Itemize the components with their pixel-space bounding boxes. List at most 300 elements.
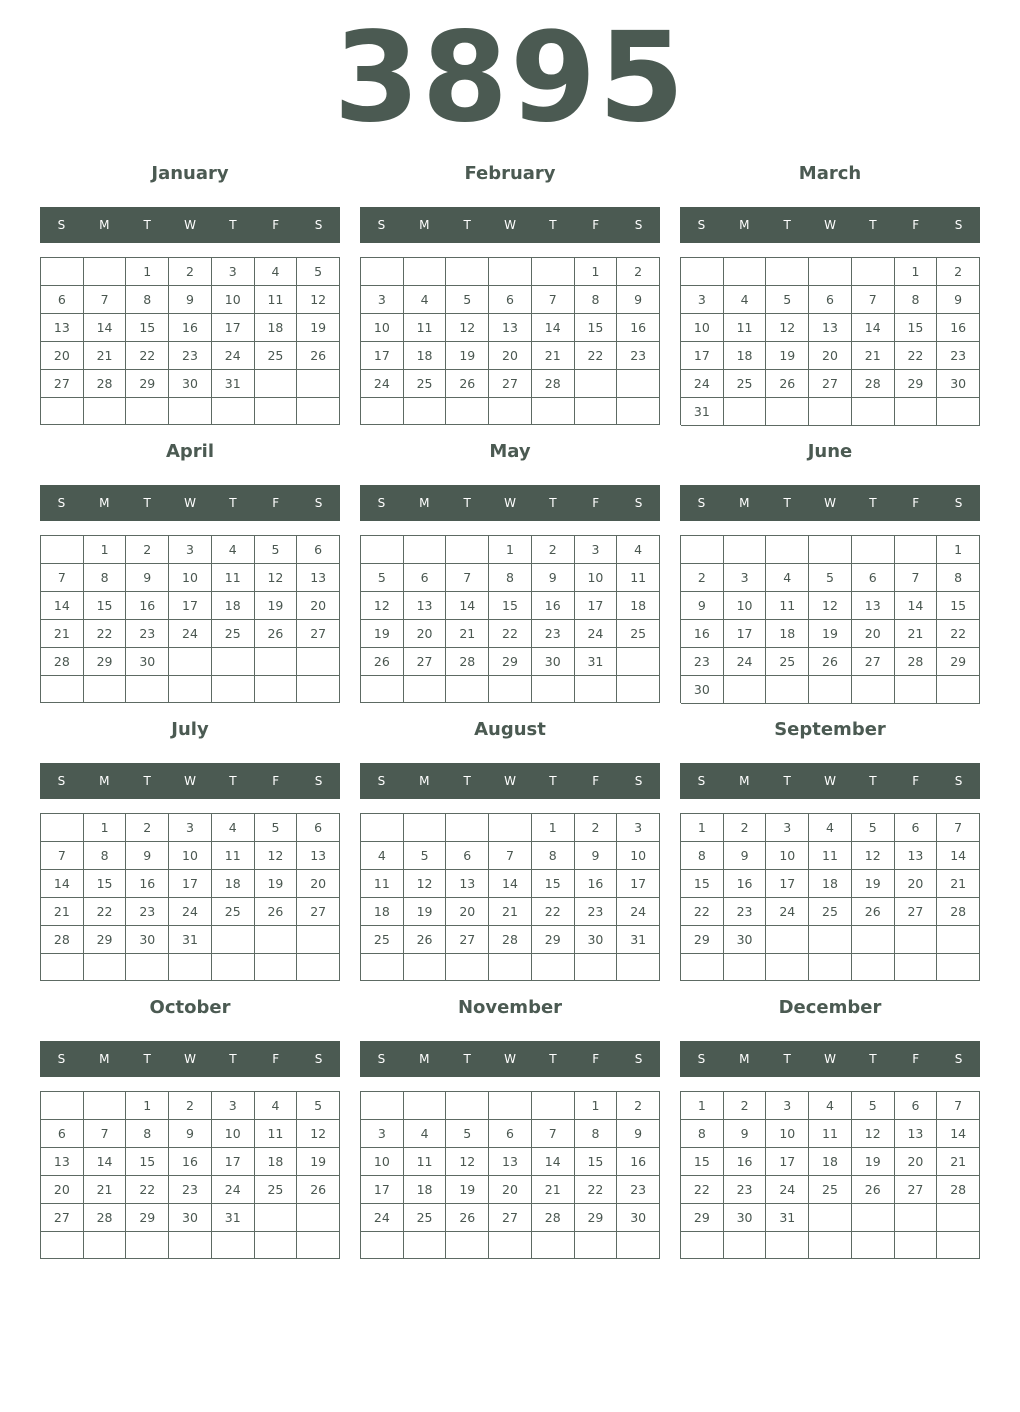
- weekday-label: F: [912, 1052, 920, 1066]
- month-title: April: [165, 441, 215, 462]
- day-cell: 28: [852, 370, 895, 398]
- day-cell: 24: [361, 1204, 404, 1232]
- day-cell: 14: [895, 592, 938, 620]
- day-cell: 12: [446, 314, 489, 342]
- day-cell: 6: [895, 814, 938, 842]
- day-cell: 24: [212, 342, 255, 370]
- day-cell: 19: [852, 870, 895, 898]
- day-cell: 29: [84, 926, 127, 954]
- day-cell: 28: [895, 648, 938, 676]
- day-cell: 16: [169, 1148, 212, 1176]
- weekday-label: T: [229, 1052, 237, 1066]
- day-cell: 5: [852, 814, 895, 842]
- day-cell: 6: [489, 1120, 532, 1148]
- day-cell: 17: [681, 342, 724, 370]
- day-cell: 2: [724, 1092, 767, 1120]
- weekday-label: W: [504, 1052, 516, 1066]
- day-cell: 16: [532, 592, 575, 620]
- day-cell: 27: [809, 370, 852, 398]
- day-cell: 25: [212, 898, 255, 926]
- weekday-label: T: [229, 496, 237, 510]
- day-cell: 22: [681, 1176, 724, 1204]
- day-cell: [41, 676, 84, 703]
- day-cell: [41, 1232, 84, 1259]
- day-cell: 14: [852, 314, 895, 342]
- weekday-label: T: [549, 1052, 557, 1066]
- day-cell: 3: [169, 814, 212, 842]
- month-november: [360, 994, 660, 1262]
- month-title: June: [807, 441, 853, 462]
- day-cell: 22: [575, 1176, 618, 1204]
- day-cell: 19: [404, 898, 447, 926]
- day-cell: 21: [41, 898, 84, 926]
- day-cell: [489, 1232, 532, 1259]
- day-cell: 9: [681, 592, 724, 620]
- day-grid: [360, 535, 660, 703]
- month-october: [40, 994, 340, 1262]
- day-cell: 18: [404, 342, 447, 370]
- day-cell: [169, 954, 212, 981]
- weekday-label: M: [739, 496, 750, 510]
- month-title: February: [464, 163, 556, 184]
- day-cell: 13: [809, 314, 852, 342]
- weekday-label: T: [869, 774, 877, 788]
- day-cell: 6: [809, 286, 852, 314]
- day-cell: 23: [575, 898, 618, 926]
- day-cell: 3: [617, 814, 660, 842]
- day-grid: [360, 813, 660, 981]
- month-july: [40, 716, 340, 984]
- day-cell: 4: [766, 564, 809, 592]
- day-cell: 25: [766, 648, 809, 676]
- weekday-label: W: [184, 218, 196, 232]
- day-cell: 10: [681, 314, 724, 342]
- day-grid: [40, 813, 340, 981]
- day-cell: 18: [212, 870, 255, 898]
- day-cell: [575, 1232, 618, 1259]
- day-cell: 23: [681, 648, 724, 676]
- day-cell: 12: [361, 592, 404, 620]
- weekday-label: M: [419, 1052, 430, 1066]
- day-cell: 4: [255, 1092, 298, 1120]
- weekday-label: M: [99, 496, 110, 510]
- day-cell: 15: [532, 870, 575, 898]
- day-cell: 2: [617, 1092, 660, 1120]
- weekday-label: M: [419, 218, 430, 232]
- day-cell: 2: [126, 536, 169, 564]
- day-cell: [575, 370, 618, 398]
- day-cell: [41, 258, 84, 286]
- day-cell: [617, 648, 660, 676]
- day-cell: 22: [575, 342, 618, 370]
- day-cell: 28: [532, 1204, 575, 1232]
- day-cell: [297, 370, 340, 398]
- day-cell: 30: [724, 926, 767, 954]
- day-cell: [297, 1204, 340, 1232]
- day-cell: [404, 954, 447, 981]
- day-cell: 24: [169, 620, 212, 648]
- day-cell: 1: [895, 258, 938, 286]
- day-cell: [489, 398, 532, 425]
- day-cell: 14: [937, 1120, 980, 1148]
- month-title: May: [489, 441, 531, 462]
- day-cell: 1: [489, 536, 532, 564]
- day-cell: [575, 398, 618, 425]
- day-cell: 29: [681, 1204, 724, 1232]
- day-cell: 13: [41, 1148, 84, 1176]
- day-cell: 23: [169, 342, 212, 370]
- day-cell: 23: [724, 898, 767, 926]
- day-cell: 25: [617, 620, 660, 648]
- month-january: [40, 160, 340, 428]
- day-cell: [766, 536, 809, 564]
- day-cell: 14: [489, 870, 532, 898]
- day-cell: 19: [297, 314, 340, 342]
- month-title: September: [774, 719, 886, 740]
- day-cell: 30: [169, 370, 212, 398]
- day-cell: 7: [41, 564, 84, 592]
- day-cell: 7: [895, 564, 938, 592]
- day-cell: 27: [404, 648, 447, 676]
- day-cell: 11: [809, 1120, 852, 1148]
- day-cell: 6: [852, 564, 895, 592]
- day-cell: [895, 954, 938, 981]
- weekday-label: S: [377, 774, 386, 788]
- day-cell: [852, 676, 895, 704]
- weekday-header: [680, 763, 980, 799]
- day-cell: 8: [84, 564, 127, 592]
- weekday-label: T: [229, 774, 237, 788]
- day-cell: 11: [255, 1120, 298, 1148]
- day-cell: 16: [617, 314, 660, 342]
- day-cell: 26: [404, 926, 447, 954]
- weekday-label: S: [697, 1052, 706, 1066]
- day-cell: 9: [575, 842, 618, 870]
- day-cell: 24: [361, 370, 404, 398]
- day-cell: 22: [84, 620, 127, 648]
- day-cell: [361, 676, 404, 703]
- day-cell: 7: [937, 1092, 980, 1120]
- day-cell: 4: [724, 286, 767, 314]
- day-cell: 24: [766, 898, 809, 926]
- day-cell: [937, 1204, 980, 1232]
- day-cell: 7: [41, 842, 84, 870]
- day-cell: 28: [937, 1176, 980, 1204]
- day-cell: 25: [212, 620, 255, 648]
- day-cell: [724, 258, 767, 286]
- day-cell: 30: [169, 1204, 212, 1232]
- day-cell: 20: [41, 1176, 84, 1204]
- day-cell: [809, 1204, 852, 1232]
- weekday-header: [360, 485, 660, 521]
- day-cell: 26: [297, 342, 340, 370]
- weekday-label: T: [783, 496, 791, 510]
- day-cell: 2: [575, 814, 618, 842]
- day-cell: 11: [404, 1148, 447, 1176]
- day-cell: 6: [895, 1092, 938, 1120]
- weekday-label: F: [272, 1052, 280, 1066]
- day-cell: 14: [446, 592, 489, 620]
- day-cell: 25: [361, 926, 404, 954]
- weekday-label: W: [504, 218, 516, 232]
- day-cell: 13: [446, 870, 489, 898]
- month-may: [360, 438, 660, 706]
- day-cell: [724, 1232, 767, 1259]
- day-cell: 20: [297, 592, 340, 620]
- weekday-header: [40, 485, 340, 521]
- day-cell: 30: [126, 648, 169, 676]
- day-cell: 18: [212, 592, 255, 620]
- day-cell: 15: [84, 870, 127, 898]
- day-grid: [40, 535, 340, 703]
- day-cell: 30: [681, 676, 724, 704]
- day-cell: 2: [532, 536, 575, 564]
- day-cell: 7: [84, 1120, 127, 1148]
- day-cell: 24: [681, 370, 724, 398]
- day-cell: [489, 814, 532, 842]
- day-cell: [895, 536, 938, 564]
- day-cell: 15: [681, 1148, 724, 1176]
- month-title: July: [171, 719, 209, 740]
- day-cell: 21: [489, 898, 532, 926]
- day-cell: 26: [255, 898, 298, 926]
- day-cell: 30: [126, 926, 169, 954]
- day-cell: 16: [617, 1148, 660, 1176]
- day-cell: 4: [617, 536, 660, 564]
- day-cell: [212, 954, 255, 981]
- weekday-label: S: [377, 1052, 386, 1066]
- weekday-label: T: [463, 496, 471, 510]
- day-cell: [852, 398, 895, 426]
- day-cell: 4: [404, 286, 447, 314]
- weekday-label: T: [463, 1052, 471, 1066]
- day-cell: 21: [532, 1176, 575, 1204]
- day-cell: 1: [937, 536, 980, 564]
- day-cell: 31: [212, 1204, 255, 1232]
- weekday-label: W: [824, 1052, 836, 1066]
- month-august: [360, 716, 660, 984]
- day-cell: 27: [41, 370, 84, 398]
- day-cell: 9: [617, 1120, 660, 1148]
- weekday-label: S: [314, 774, 323, 788]
- day-cell: 26: [766, 370, 809, 398]
- day-cell: 14: [532, 314, 575, 342]
- day-cell: 11: [361, 870, 404, 898]
- day-cell: 5: [446, 1120, 489, 1148]
- day-cell: [937, 1232, 980, 1259]
- day-cell: 11: [255, 286, 298, 314]
- weekday-label: S: [634, 496, 643, 510]
- day-cell: 9: [617, 286, 660, 314]
- day-cell: 17: [766, 1148, 809, 1176]
- day-cell: 1: [681, 1092, 724, 1120]
- day-cell: [297, 1232, 340, 1259]
- day-grid: [360, 1091, 660, 1259]
- day-cell: 3: [766, 814, 809, 842]
- day-cell: 21: [937, 870, 980, 898]
- weekday-label: M: [419, 496, 430, 510]
- day-cell: 24: [212, 1176, 255, 1204]
- day-cell: 27: [852, 648, 895, 676]
- day-cell: [169, 676, 212, 703]
- day-cell: [404, 1092, 447, 1120]
- day-cell: 25: [404, 370, 447, 398]
- day-cell: [404, 536, 447, 564]
- day-cell: 8: [895, 286, 938, 314]
- day-cell: 15: [575, 1148, 618, 1176]
- day-cell: 3: [681, 286, 724, 314]
- weekday-header: [360, 207, 660, 243]
- day-cell: 15: [84, 592, 127, 620]
- day-cell: 17: [212, 314, 255, 342]
- day-cell: 11: [724, 314, 767, 342]
- weekday-header: [680, 1041, 980, 1077]
- weekday-label: W: [504, 774, 516, 788]
- day-cell: [617, 1232, 660, 1259]
- day-cell: 2: [937, 258, 980, 286]
- day-cell: 24: [575, 620, 618, 648]
- day-cell: 15: [126, 314, 169, 342]
- weekday-label: T: [463, 218, 471, 232]
- day-cell: 26: [852, 898, 895, 926]
- weekday-label: T: [229, 218, 237, 232]
- day-cell: [532, 398, 575, 425]
- day-cell: 17: [169, 592, 212, 620]
- day-cell: 15: [895, 314, 938, 342]
- day-cell: 17: [169, 870, 212, 898]
- day-cell: 8: [126, 286, 169, 314]
- weekday-label: M: [739, 218, 750, 232]
- day-grid: [680, 813, 980, 981]
- weekday-label: T: [869, 496, 877, 510]
- day-cell: [361, 1232, 404, 1259]
- weekday-label: S: [697, 496, 706, 510]
- day-cell: 6: [489, 286, 532, 314]
- day-cell: 12: [297, 286, 340, 314]
- day-cell: 6: [297, 814, 340, 842]
- day-cell: [809, 398, 852, 426]
- day-cell: 30: [617, 1204, 660, 1232]
- day-cell: 13: [852, 592, 895, 620]
- day-cell: 2: [724, 814, 767, 842]
- day-cell: [766, 954, 809, 981]
- day-cell: 13: [41, 314, 84, 342]
- month-march: [680, 160, 980, 428]
- day-cell: 8: [681, 842, 724, 870]
- day-cell: 25: [255, 342, 298, 370]
- day-cell: [895, 398, 938, 426]
- day-cell: 5: [446, 286, 489, 314]
- weekday-label: S: [634, 1052, 643, 1066]
- day-cell: [361, 536, 404, 564]
- day-cell: 2: [617, 258, 660, 286]
- weekday-label: T: [783, 218, 791, 232]
- day-cell: 22: [84, 898, 127, 926]
- weekday-label: M: [99, 774, 110, 788]
- day-cell: [446, 954, 489, 981]
- weekday-label: T: [783, 774, 791, 788]
- day-cell: 1: [84, 814, 127, 842]
- day-cell: [809, 954, 852, 981]
- weekday-label: S: [697, 774, 706, 788]
- day-cell: [809, 258, 852, 286]
- day-grid: [40, 257, 340, 425]
- day-cell: 7: [852, 286, 895, 314]
- day-cell: 20: [41, 342, 84, 370]
- day-cell: 21: [532, 342, 575, 370]
- day-cell: [489, 258, 532, 286]
- day-cell: 19: [361, 620, 404, 648]
- weekday-label: S: [954, 218, 963, 232]
- day-cell: 6: [297, 536, 340, 564]
- day-cell: 22: [489, 620, 532, 648]
- day-cell: 29: [489, 648, 532, 676]
- day-cell: [681, 954, 724, 981]
- day-cell: 16: [681, 620, 724, 648]
- day-cell: 9: [126, 564, 169, 592]
- day-cell: [404, 676, 447, 703]
- day-cell: [84, 258, 127, 286]
- day-cell: 10: [575, 564, 618, 592]
- day-cell: [724, 398, 767, 426]
- month-february: [360, 160, 660, 428]
- day-cell: [404, 398, 447, 425]
- weekday-label: W: [184, 496, 196, 510]
- weekday-label: T: [783, 1052, 791, 1066]
- day-cell: [489, 676, 532, 703]
- weekday-label: M: [99, 1052, 110, 1066]
- weekday-label: W: [184, 1052, 196, 1066]
- weekday-label: F: [592, 218, 600, 232]
- day-cell: 8: [575, 286, 618, 314]
- day-cell: 10: [212, 286, 255, 314]
- day-cell: 12: [404, 870, 447, 898]
- day-cell: 12: [809, 592, 852, 620]
- day-cell: [766, 258, 809, 286]
- day-cell: 5: [766, 286, 809, 314]
- day-cell: 8: [126, 1120, 169, 1148]
- day-cell: 8: [681, 1120, 724, 1148]
- day-cell: [297, 926, 340, 954]
- day-cell: 15: [489, 592, 532, 620]
- day-cell: 6: [404, 564, 447, 592]
- day-cell: [937, 926, 980, 954]
- day-cell: 13: [895, 842, 938, 870]
- weekday-label: T: [869, 218, 877, 232]
- day-cell: 20: [852, 620, 895, 648]
- day-cell: 2: [126, 814, 169, 842]
- day-cell: 18: [361, 898, 404, 926]
- day-cell: [809, 676, 852, 704]
- day-cell: 28: [532, 370, 575, 398]
- day-cell: 15: [937, 592, 980, 620]
- weekday-label: M: [739, 774, 750, 788]
- weekday-label: F: [912, 496, 920, 510]
- day-cell: [489, 1092, 532, 1120]
- day-cell: 15: [681, 870, 724, 898]
- year-title: 3895: [333, 6, 687, 150]
- day-cell: 4: [212, 814, 255, 842]
- weekday-header: [360, 1041, 660, 1077]
- day-cell: 21: [84, 1176, 127, 1204]
- weekday-label: S: [634, 774, 643, 788]
- day-cell: 19: [255, 592, 298, 620]
- day-cell: [809, 536, 852, 564]
- day-cell: 26: [446, 370, 489, 398]
- day-cell: [169, 648, 212, 676]
- weekday-label: S: [314, 218, 323, 232]
- weekday-label: S: [57, 496, 66, 510]
